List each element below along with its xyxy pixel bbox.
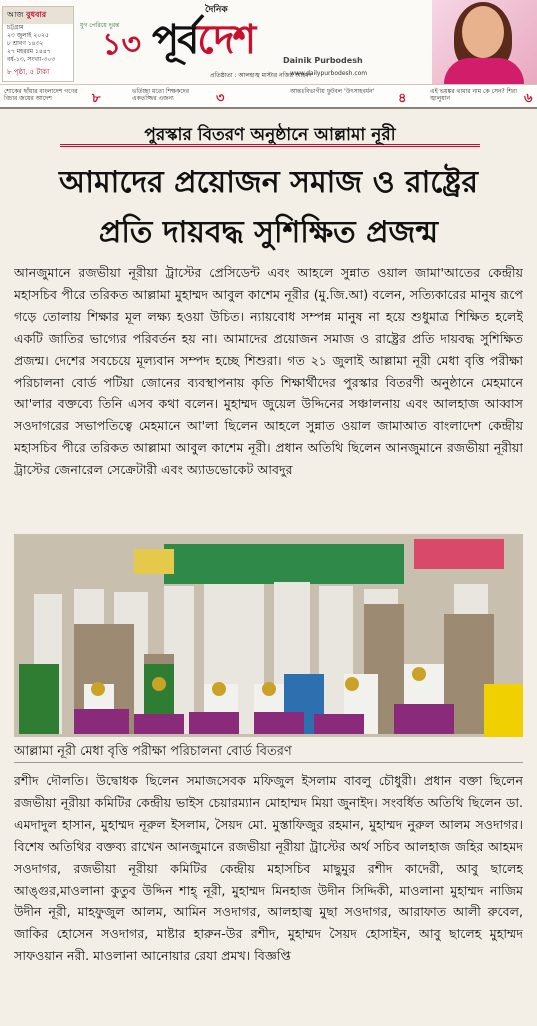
teaser-item[interactable] — [4, 88, 124, 104]
logo-prefix: দৈনিক — [205, 5, 228, 15]
article-kicker: পুরস্কার বিতরণ অনুষ্ঠানে আল্লামা নূরী — [144, 125, 396, 145]
date-line: ৮ শ্রাবণ ১৪৩২ — [7, 40, 44, 47]
anniversary-text: যুগ পেরিয়ে দুরন্ত — [80, 22, 120, 29]
masthead — [0, 0, 537, 84]
article-body-top: আনজুমানে রজভীয়া নূরীয়া ট্রাস্টের প্রেসিডেন্ট এবং আহলে সুন্নাত ওয়াল জামা'আতের কেন্দ্রীয় মহাসচিব পীরে তরিকত আল্লামা মুহাম্মদ আবুল কাশেম নূরীর (মু.জি.আ) বলেন, সত্যিকারের মানুষ রূপে গড়ে তোলায় শিক্ষার মূল লক্ষ্য হওয়া উচিত। ন্যায়বোধ সম্পন্ন মানুষ না হয়ে শুধুমাত্র শিক্ষিত হলেই একটি জাতির ভাগ্যের পরিবর্তন হয় না। আমাদের প্রয়োজন সমাজ ও রাষ্ট্রের প্রতি দায়বদ্ধ সুশিক্ষিত প্রজন্ম। দেশের সবচেয়ে মূল্যবান সম্পদ হচ্ছে শিশুরা। গত ২১ জুলাই আল্লামা নূরী মেধা বৃত্তি পরীক্ষা পরিচালনা বোর্ড পটিয়া জোনের ব্যবস্থাপনায় কৃতি শিক্ষার্থীদের পুরস্কার বিতরণী অনুষ্ঠানে মেহমানে আ'লার বক্তব্যে তিনি এসব কথা বলেন। মুহাম্মদ জুয়েল উদ্দিনের সঞ্চালনায় এবং আলহাজ আব্বাস সওদাগরের সভাপতিত্বে মেহমানে আ'লা ছিলেন আহলে সুন্নাত ওয়াল জামাআত বাংলাদেশ কেন্দ্রীয় মহাসচিব পীরে তরিকত আল্লামা আবুল কাশেম নূরী। প্রধান অতিথি ছিলেন আনজুমানে রজভীয়া নূরীয়া ট্রাস্টের জেনারেল সেক্রেটারী এবং অ্যাডভোকেট আবদুর — [14, 265, 523, 478]
teaser-text: আন্তঃবিভাগীয় ফুটবল 'উৎসাহবর্ধন' — [290, 88, 375, 95]
event-photo — [14, 534, 523, 737]
headline-line: আমাদের প্রয়োজন সমাজ ও রাষ্ট্রের — [59, 165, 478, 200]
teaser-text: শোকের ছাঁয়ার বাংলাদেশ গণের বিচার জয়ের আদেশ — [4, 88, 78, 102]
teaser-page-number: ৩ — [216, 91, 225, 106]
teaser-item[interactable] — [290, 88, 420, 104]
article-body-bottom: রশীদ দৌলতি। উদ্বোধক ছিলেন সমাজসেবক মফিজুল ইসলাম বাবলু চৌধুরী। প্রধান বক্তা ছিলেন রজভীয়া নূরীয়া কমিটির কেন্দ্রীয় ভাইস চেয়ারম্যান মোহাম্মদ মিয়া জুনাইদ। সংবর্ধিত অতিথি ছিলেন ডা. এমদাদুল হাসান, মুহাম্মদ নূরুল ইসলাম, সৈয়দ মো. মুস্তাফিজুর রহমান, মুহাম্মদ নুরুল আলম সওদাগর। বিশেষ অতিথির বক্তব্য রাখেন আনজুমানে রজভীয়া নূরীয়া ট্রাস্টের অর্থ সচিব আলহাজ জহির আহমদ সওদাগর, রজভীয়া নূরীয়া কমিটির কেন্দ্রীয় মহাসচিব মাছুমুর রশীদ কাদেরী, আবু ছালেহ আঙ্গুর,মাওলানা কুতুব উদ্দিন শাহ্ নূরী, মুহাম্মদ মিনহাজ উদীন সিদ্দিকী, মাওলানা মুহাম্মদ নাজিম উদীন নূরী, মাহফুজুল আলম, আমিন সওদাগর, আলহাজ্ব মুছা সওদাগর, আরাফাত আলী রুবেল, জাকির হোসেন সওদাগর, মাষ্টার হারুন-উর রশীদ, মুহাম্মদ সৈয়দ হোসাইন, আবু ছালেহ মুহাম্মদ সাফওয়ান নরী. মাওলানা আনোয়ার রেযা প্রমখ। বিজ্ঞপ্তি — [14, 773, 523, 964]
date-line: বর্ষ-১৩, সংখ্যা-৩০৩ — [7, 56, 56, 63]
anniversary-badge — [80, 18, 142, 62]
teaser-page-number: ৪ — [398, 91, 407, 106]
headline-line: প্রতি দায়বদ্ধ সুশিক্ষিত প্রজন্ম — [98, 215, 439, 250]
date-line: চট্টগ্রাম — [7, 24, 24, 31]
logo-english: Dainik Purbodesh — [283, 56, 363, 65]
advertisement-image[interactable] — [432, 0, 537, 84]
newspaper-logo[interactable]: পূর্বদেশ — [152, 16, 255, 63]
article-headline — [8, 158, 529, 258]
teaser-item[interactable] — [132, 88, 242, 104]
teaser-item[interactable] — [430, 88, 535, 104]
website-link[interactable]: www.dailypurbodesh.com — [290, 70, 368, 77]
teaser-strip — [0, 84, 537, 109]
date-line: ২৭ মহররম ১৪৪৭ — [7, 48, 51, 55]
kicker-band — [60, 122, 480, 147]
photo-illustration — [14, 534, 523, 737]
anniversary-number: ১৩ — [102, 27, 141, 62]
teaser-page-number: ৬ — [524, 91, 533, 106]
pages-price: ৮ পৃষ্ঠা, ৫ টাকা — [7, 68, 50, 76]
teaser-text: এই ভয়ঙ্কর থামার নাম কে সেন? শিরা জ্বালুয়ান — [430, 88, 517, 102]
photo-caption: আল্লামা নূরী মেধা বৃত্তি পরীক্ষা পরিচালনা বোর্ড বিতরণ — [14, 742, 523, 763]
teaser-text: ভর্তিচ্ছা মতো শিক্ষকদের একতজ্জির এজন্য — [132, 88, 190, 102]
today-label: আজ বুধবার — [3, 7, 73, 24]
date-line: ২৩ জুলাই ২০২৫ — [7, 32, 49, 39]
teaser-page-number: ৮ — [92, 91, 101, 106]
founder-line: প্রতিষ্ঠাতা : আলহাজ্ব মাস্টার নজির আহমদ — [210, 72, 312, 79]
date-box — [2, 6, 74, 82]
